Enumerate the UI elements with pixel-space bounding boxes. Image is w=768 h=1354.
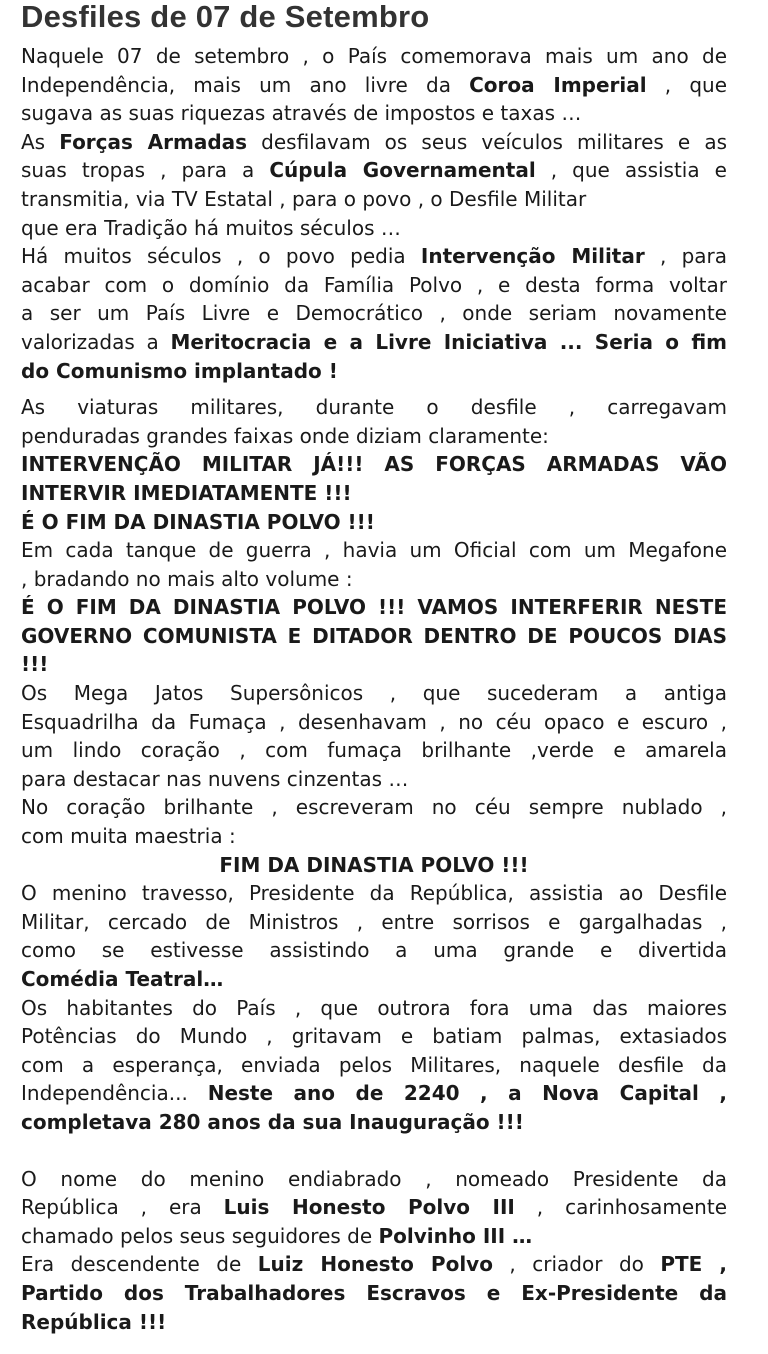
text-line: sugava as suas riquezas através de impostos e taxas … — [21, 101, 582, 126]
text-line: com muita maestria : — [21, 824, 236, 849]
text-line: Militar, cercado de Ministros , entre sorrisos e gargalhadas , — [21, 909, 727, 934]
bold-phrase: GOVERNO COMUNISTA E DITADOR DENTRO DE POUCOS DIAS — [21, 623, 727, 648]
bold-phrase: Neste ano de 2240 , a Nova Capital , — [207, 1081, 727, 1106]
bold-phrase: Meritocracia e a Livre Iniciativa ... Seria o fim — [170, 329, 727, 354]
bold-phrase: INTERVIR IMEDIATAMENTE !!! — [21, 480, 352, 505]
bold-phrase: Coroa Imperial — [469, 72, 647, 97]
bold-phrase: !!! — [21, 652, 49, 677]
paragraph-2 — [21, 393, 727, 1136]
text-line — [21, 479, 727, 508]
text-line: Os habitantes do País , que outrora fora uma das maiores — [21, 995, 727, 1020]
text-line: República , era Luis Honesto Polvo III , carinhosamente — [21, 1195, 727, 1220]
text-line: Há muitos séculos , o povo pedia Intervenção Militar , para — [21, 244, 727, 269]
bold-phrase: PTE , — [660, 1252, 728, 1277]
text-line: a ser um País Livre e Democrático , onde seriam novamente — [21, 301, 727, 326]
text-line: que era Tradição há muitos séculos … — [21, 215, 401, 240]
bold-phrase: Polvinho III … — [378, 1223, 533, 1248]
text-line: como se estivesse assistindo a uma grande e divertida — [21, 938, 727, 963]
text-line: Naquele 07 de setembro , o País comemorava mais um ano de — [21, 44, 727, 68]
paragraph-1 — [21, 42, 727, 385]
bold-phrase: Luis Honesto Polvo III — [223, 1195, 515, 1220]
bold-phrase: É O FIM DA DINASTIA POLVO !!! — [21, 509, 375, 534]
text-line: O nome do menino endiabrado , nomeado Presidente da — [21, 1166, 727, 1191]
text-line: suas tropas , para a Cúpula Governamental , que assistia e — [21, 158, 727, 183]
text-line — [21, 965, 727, 994]
text-line: Esquadrilha da Fumaça , desenhavam , no céu opaco e escuro , — [21, 709, 727, 734]
text-line: transmitia, via TV Estatal , para o povo , o Desfile Militar — [21, 186, 587, 211]
bold-phrase: do Comunismo implantado ! — [21, 358, 338, 383]
text-line: As viaturas militares, durante o desfile , carregavam — [21, 395, 727, 420]
text-line: Em cada tanque de guerra , havia um Oficial com um Megafone — [21, 538, 727, 563]
text-line: um lindo coração , com fumaça brilhante ,verde e amarela — [21, 738, 727, 763]
text-line — [21, 650, 727, 679]
bold-phrase: É O FIM DA DINASTIA POLVO !!! VAMOS INTERFERIR NESTE — [21, 595, 727, 620]
text-line: No coração brilhante , escreveram no céu sempre nublado , — [21, 795, 727, 820]
text-line: acabar com o domínio da Família Polvo , e desta forma voltar — [21, 272, 727, 297]
bold-phrase: Partido dos Trabalhadores Escravos e Ex-Presidente da — [21, 1280, 727, 1305]
text-line-centered — [21, 851, 727, 880]
text-line: penduradas grandes faixas onde diziam claramente: — [21, 423, 549, 448]
bold-phrase: Forças Armadas — [59, 129, 248, 154]
text-line: para destacar nas nuvens cinzentas … — [21, 766, 409, 791]
text-line — [21, 357, 727, 386]
text-line — [21, 622, 727, 651]
bold-phrase: Intervenção Militar — [420, 244, 645, 269]
text-line — [21, 508, 727, 537]
text-line: Independência... Neste ano de 2240 , a Nova Capital , — [21, 1081, 727, 1106]
bold-phrase: República !!! — [21, 1309, 167, 1334]
text-line: O menino travesso, Presidente da República, assistia ao Desfile — [21, 881, 727, 906]
text-line — [21, 450, 727, 479]
text-line: Independência, mais um ano livre da Coroa Imperial , que — [21, 72, 728, 97]
text-line: com a esperança, enviada pelos Militares, naquele desfile da — [21, 1052, 727, 1077]
text-line — [21, 1308, 727, 1337]
text-line: As Forças Armadas desfilavam os seus veículos militares e as — [21, 129, 727, 154]
text-line: Os Mega Jatos Supersônicos , que sucederam a antiga — [21, 681, 727, 706]
paragraph-3 — [21, 1165, 727, 1337]
bold-phrase: Cúpula Governamental — [269, 158, 536, 183]
text-line — [21, 1108, 727, 1137]
text-line: Potências do Mundo , gritavam e batiam palmas, extasiados — [21, 1024, 727, 1049]
bold-phrase: Luiz Honesto Polvo — [257, 1252, 493, 1277]
bold-phrase: FIM DA DINASTIA POLVO !!! — [219, 852, 529, 877]
document-title: Desfiles de 07 de Setembro — [21, 0, 430, 34]
text-line: valorizadas a Meritocracia e a Livre Iniciativa ... Seria o fim — [21, 329, 727, 354]
text-line: chamado pelos seus seguidores de Polvinho III … — [21, 1223, 533, 1248]
text-line: Era descendente de Luiz Honesto Polvo , criador do PTE , — [21, 1252, 728, 1277]
bold-phrase: INTERVENÇÃO MILITAR JÁ!!! AS FORÇAS ARMADAS VÃO — [21, 452, 727, 477]
text-line: , bradando no mais alto volume : — [21, 566, 353, 591]
text-line — [21, 1279, 727, 1308]
bold-phrase: completava 280 anos da sua Inauguração !!! — [21, 1109, 524, 1134]
text-line — [21, 593, 727, 622]
bold-phrase: Comédia Teatral… — [21, 967, 224, 991]
